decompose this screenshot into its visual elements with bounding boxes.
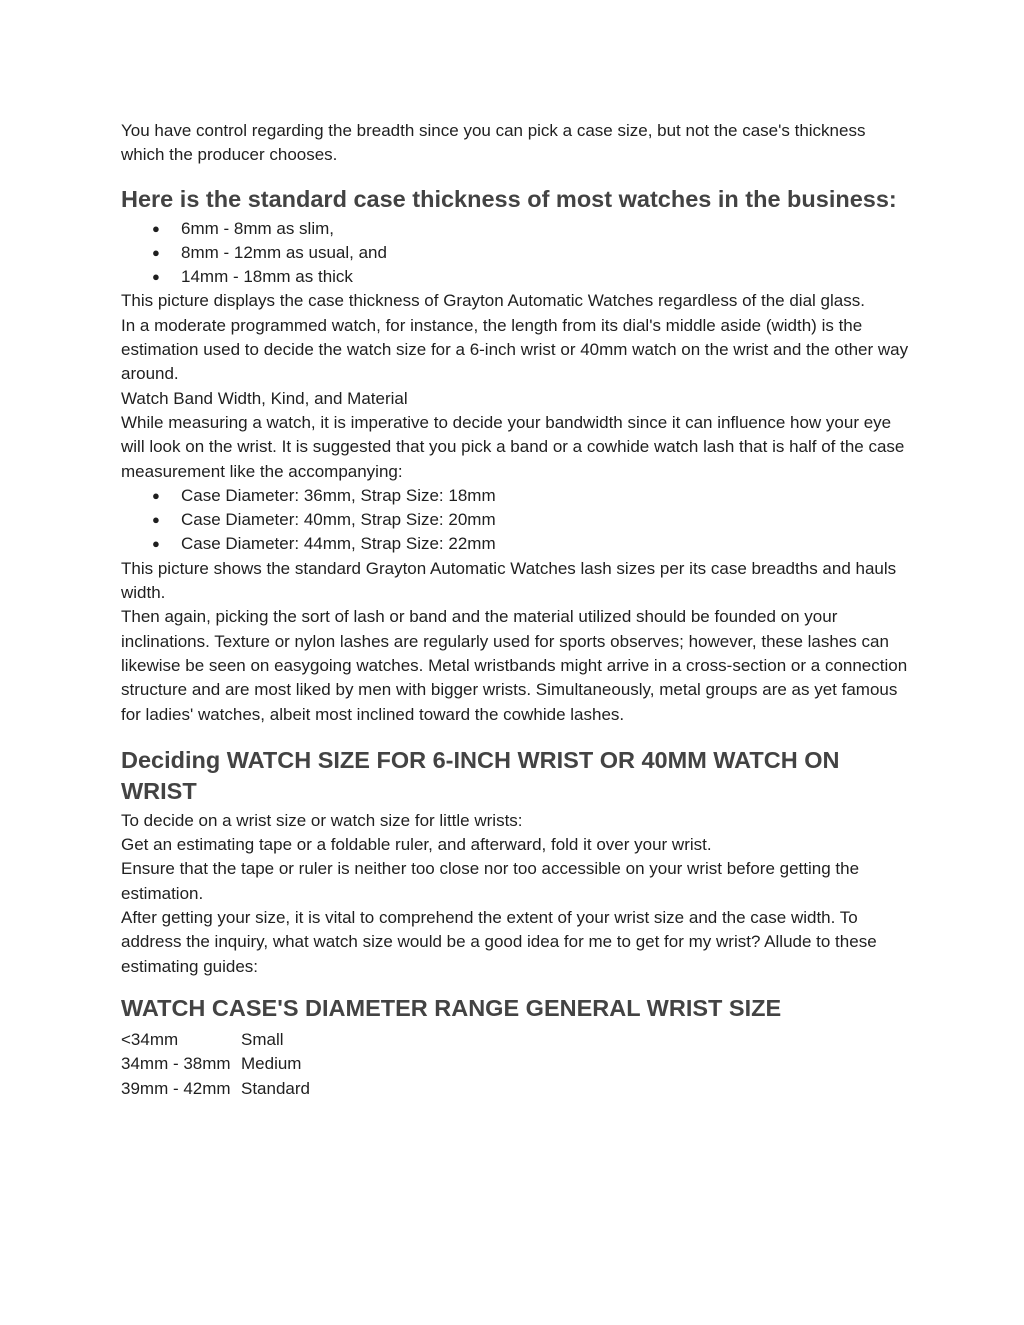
decide-paragraph: To decide on a wrist size or watch size for little wrists:: [121, 810, 523, 830]
bullet-icon: ●: [152, 220, 160, 236]
wrist-size-cell: Small: [241, 1029, 284, 1049]
list-item: ● 14mm - 18mm as thick: [121, 265, 911, 289]
thickness-list: [121, 217, 911, 290]
tape-paragraph: Get an estimating tape or a foldable ruler, and afterward, fold it over your wrist.: [121, 835, 712, 855]
document-page: [121, 119, 911, 1101]
list-item: ● Case Diameter: 40mm, Strap Size: 20mm: [121, 508, 911, 532]
list-item: ● 6mm - 8mm as slim,: [121, 217, 911, 241]
wrist-size-table: [121, 1028, 310, 1101]
ensure-paragraph: Ensure that the tape or ruler is neither too close nor too accessible on your wrist before getting the estimation.: [121, 859, 860, 903]
picture-caption-thickness: This picture displays the case thickness of Grayton Automatic Watches regardless of the dial glass.: [121, 291, 865, 311]
table-row: [121, 1077, 310, 1101]
list-item: ● Case Diameter: 44mm, Strap Size: 22mm: [121, 532, 911, 556]
diameter-cell: 39mm - 42mm: [121, 1078, 231, 1098]
heading-case-thickness: Here is the standard case thickness of most watches in the business:: [121, 185, 897, 212]
heading-diameter-range: WATCH CASE'S DIAMETER RANGE GENERAL WRIST SIZE: [121, 994, 782, 1021]
diameter-cell: 34mm - 38mm: [121, 1054, 231, 1074]
moderate-watch-paragraph: In a moderate programmed watch, for instance, the length from its dial's middle aside (width) is the estimation used to decide the watch size for a 6-inch wrist or 40mm watch on the wrist and the other way around.: [121, 315, 909, 384]
strap-size-list: [121, 484, 911, 557]
bullet-icon: ●: [152, 487, 160, 503]
wrist-size-cell: Standard: [241, 1078, 310, 1098]
list-item: ● 8mm - 12mm as usual, and: [121, 241, 911, 265]
list-item: ● Case Diameter: 36mm, Strap Size: 18mm: [121, 484, 911, 508]
bullet-icon: ●: [152, 536, 160, 552]
wrist-size-cell: Medium: [241, 1054, 302, 1074]
bullet-icon: ●: [152, 244, 160, 260]
lash-material-paragraph: Then again, picking the sort of lash or band and the material utilized should be founded on your inclinations. Texture or nylon lashes are regularly used for sports observes; however, these lashes can likewise be seen on easygoing watches. Metal wristbands might arrive in a cross-section or a connection structure and are most liked by men with bigger wrists. Simultaneously, metal groups are as yet famous for ladies' watches, albeit most inclined toward the cowhide lashes.: [121, 607, 908, 724]
measuring-paragraph: While measuring a watch, it is imperative to decide your bandwidth since it can influence how your eye will look on the wrist. It is suggested that you pick a band or a cowhide watch lash that is half of the case measurement like the accompanying:: [121, 412, 905, 481]
diameter-cell: <34mm: [121, 1029, 179, 1049]
intro-paragraph: You have control regarding the breadth since you can pick a case size, but not the case's thickness which the producer chooses.: [121, 121, 866, 165]
picture-caption-lash: This picture shows the standard Grayton Automatic Watches lash sizes per its case breadths and hauls width.: [121, 558, 897, 603]
after-size-paragraph: After getting your size, it is vital to comprehend the extent of your wrist size and the case width. To address the inquiry, what watch size would be a good idea for me to get for my wrist? Allude to these estimating guides:: [121, 908, 877, 976]
table-row: [121, 1028, 310, 1052]
bullet-icon: ●: [152, 512, 160, 528]
table-row: [121, 1052, 310, 1076]
heading-deciding-watch-size: Deciding WATCH SIZE FOR 6-INCH WRIST OR 40MM WATCH ON WRIST: [121, 746, 840, 804]
band-section-title: Watch Band Width, Kind, and Material: [121, 388, 408, 408]
bullet-icon: ●: [152, 269, 160, 285]
